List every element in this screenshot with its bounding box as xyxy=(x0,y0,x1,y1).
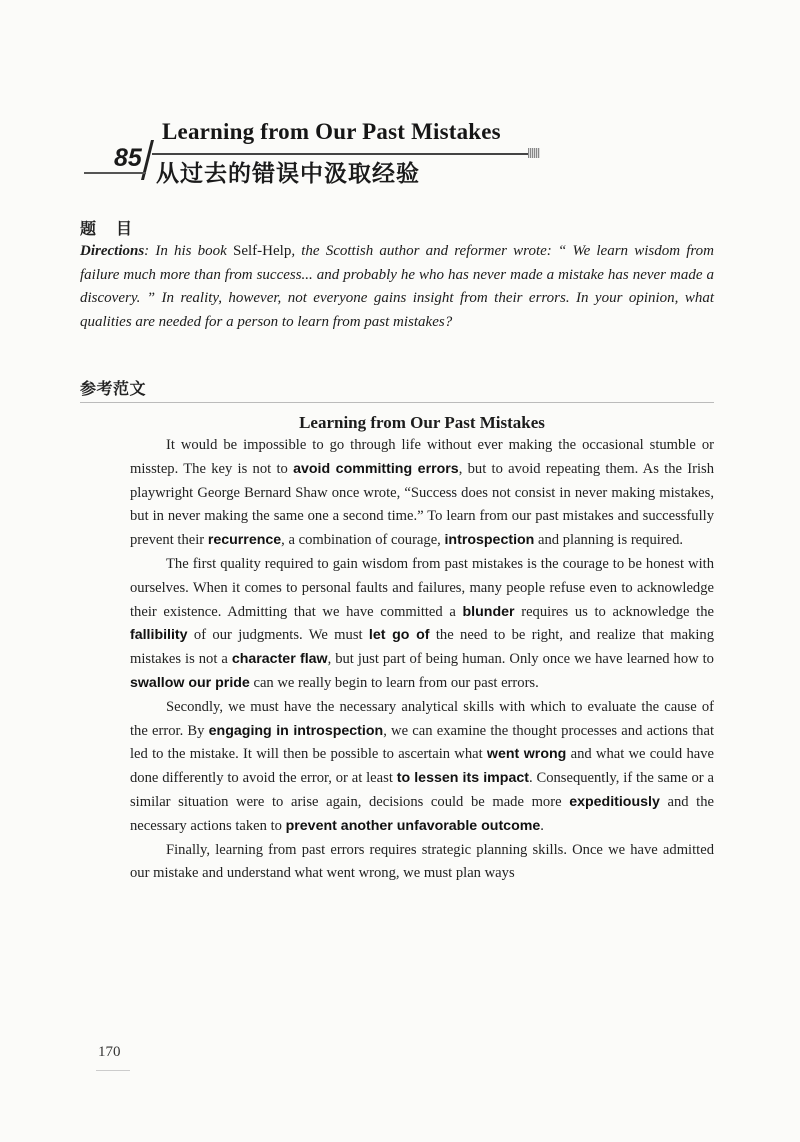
key-phrase: to lessen its impact xyxy=(396,770,529,787)
key-phrase: character flaw xyxy=(231,651,328,668)
directions-text-2: , the Scottish author and reformer wrote: “ We learn wisdom from failure much more than from success... and probably he who has never made a mistake has never made a discovery. ” In reality, however, not everyone gains insight from their errors. In your opinion, what qualities are needed for a person to learn from past mistakes? xyxy=(80,243,715,330)
key-phrase: fallibility xyxy=(130,627,188,644)
essay-text: and planning is required. xyxy=(534,532,684,549)
essay-text: the need to be right, and realize that making mistakes is not a xyxy=(130,627,714,668)
chapter-number: 85 xyxy=(114,144,142,172)
essay-text: and the necessary actions taken to xyxy=(130,793,714,834)
essay-text: and what we could have done differently to avoid the error, or at least xyxy=(130,746,714,787)
page-number: 170 xyxy=(98,1044,121,1060)
chapter-title-english: Learning from Our Past Mistakes xyxy=(162,119,501,144)
essay-text: of our judgments. We must xyxy=(187,627,369,644)
page-number-underline xyxy=(96,1070,130,1071)
key-phrase: avoid committing errors xyxy=(293,460,459,477)
key-phrase: recurrence xyxy=(207,532,282,549)
section-heading-sample-essay: 参考范文 xyxy=(80,379,147,398)
topic-label-2: 目 xyxy=(116,219,135,238)
essay-text: The first quality required to gain wisdom from past mistakes is the courage to be honest with ourselves. When it comes to personal faults and failures, many people refuse even to acknowledge their existence. Admitting that we have committed a xyxy=(130,555,714,620)
key-phrase: let go of xyxy=(368,627,430,644)
section-heading-topic xyxy=(80,216,134,239)
topic-label-1: 题 xyxy=(80,219,99,238)
essay-text: , a combination of courage, xyxy=(281,532,445,549)
essay-paragraph-2 xyxy=(130,553,714,696)
essay-paragraph-1 xyxy=(130,434,714,553)
essay-text: , but to avoid repeating them. As the Irish playwright George Bernard Shaw once wrote, “Success does not consist in never making mistakes, but in never making the same one a second time.” To learn from our past mistakes and successfully prevent their xyxy=(130,460,714,549)
directions-text-1: : In his book xyxy=(144,243,233,259)
chapter-number-slash xyxy=(141,140,154,180)
key-phrase: engaging in introspection xyxy=(208,722,384,739)
essay-text: . xyxy=(540,817,544,834)
directions-label: Directions xyxy=(80,243,145,259)
essay-text: , but just part of being human. Only once we have learned how to xyxy=(327,651,714,668)
chapter-title-chinese: 从过去的错误中汲取经验 xyxy=(156,161,420,187)
essay-text: can we really begin to learn from our past errors. xyxy=(249,674,539,691)
key-phrase: went wrong xyxy=(486,746,567,763)
key-phrase: expeditiously xyxy=(569,793,660,810)
essay-text: requires us to acknowledge the xyxy=(514,603,714,620)
essay-text: It would be impossible to go through life without ever making the occasional stumble or misstep. The key is not to xyxy=(130,437,714,477)
essay-text: Secondly, we must have the necessary analytical skills with which to evaluate the cause of the error. By xyxy=(130,698,714,739)
essay-text: . Consequently, if the same or a similar situation were to arise again, decisions could be made more xyxy=(130,770,714,810)
directions-paragraph xyxy=(80,240,714,334)
essay-text: , we can examine the thought processes and actions that led to the mistake. It will then be possible to ascertain what xyxy=(130,722,714,763)
chapter-number-underline xyxy=(84,172,146,174)
title-rule-ornament xyxy=(528,148,540,158)
key-phrase: prevent another unfavorable outcome xyxy=(285,817,541,834)
book-title: Self-Help xyxy=(233,243,292,259)
key-phrase: introspection xyxy=(444,532,535,549)
key-phrase: swallow our pride xyxy=(130,674,250,691)
essay-text: Finally, learning from past errors requires strategic planning skills. Once we have admitted our mistake and understand what went wrong, we must plan ways xyxy=(130,841,714,882)
section-divider xyxy=(80,402,714,403)
essay-title: Learning from Our Past Mistakes xyxy=(299,413,545,432)
essay-paragraph-4 xyxy=(130,839,714,887)
key-phrase: blunder xyxy=(462,603,515,620)
essay-paragraph-3 xyxy=(130,696,714,839)
essay-body xyxy=(130,434,714,886)
